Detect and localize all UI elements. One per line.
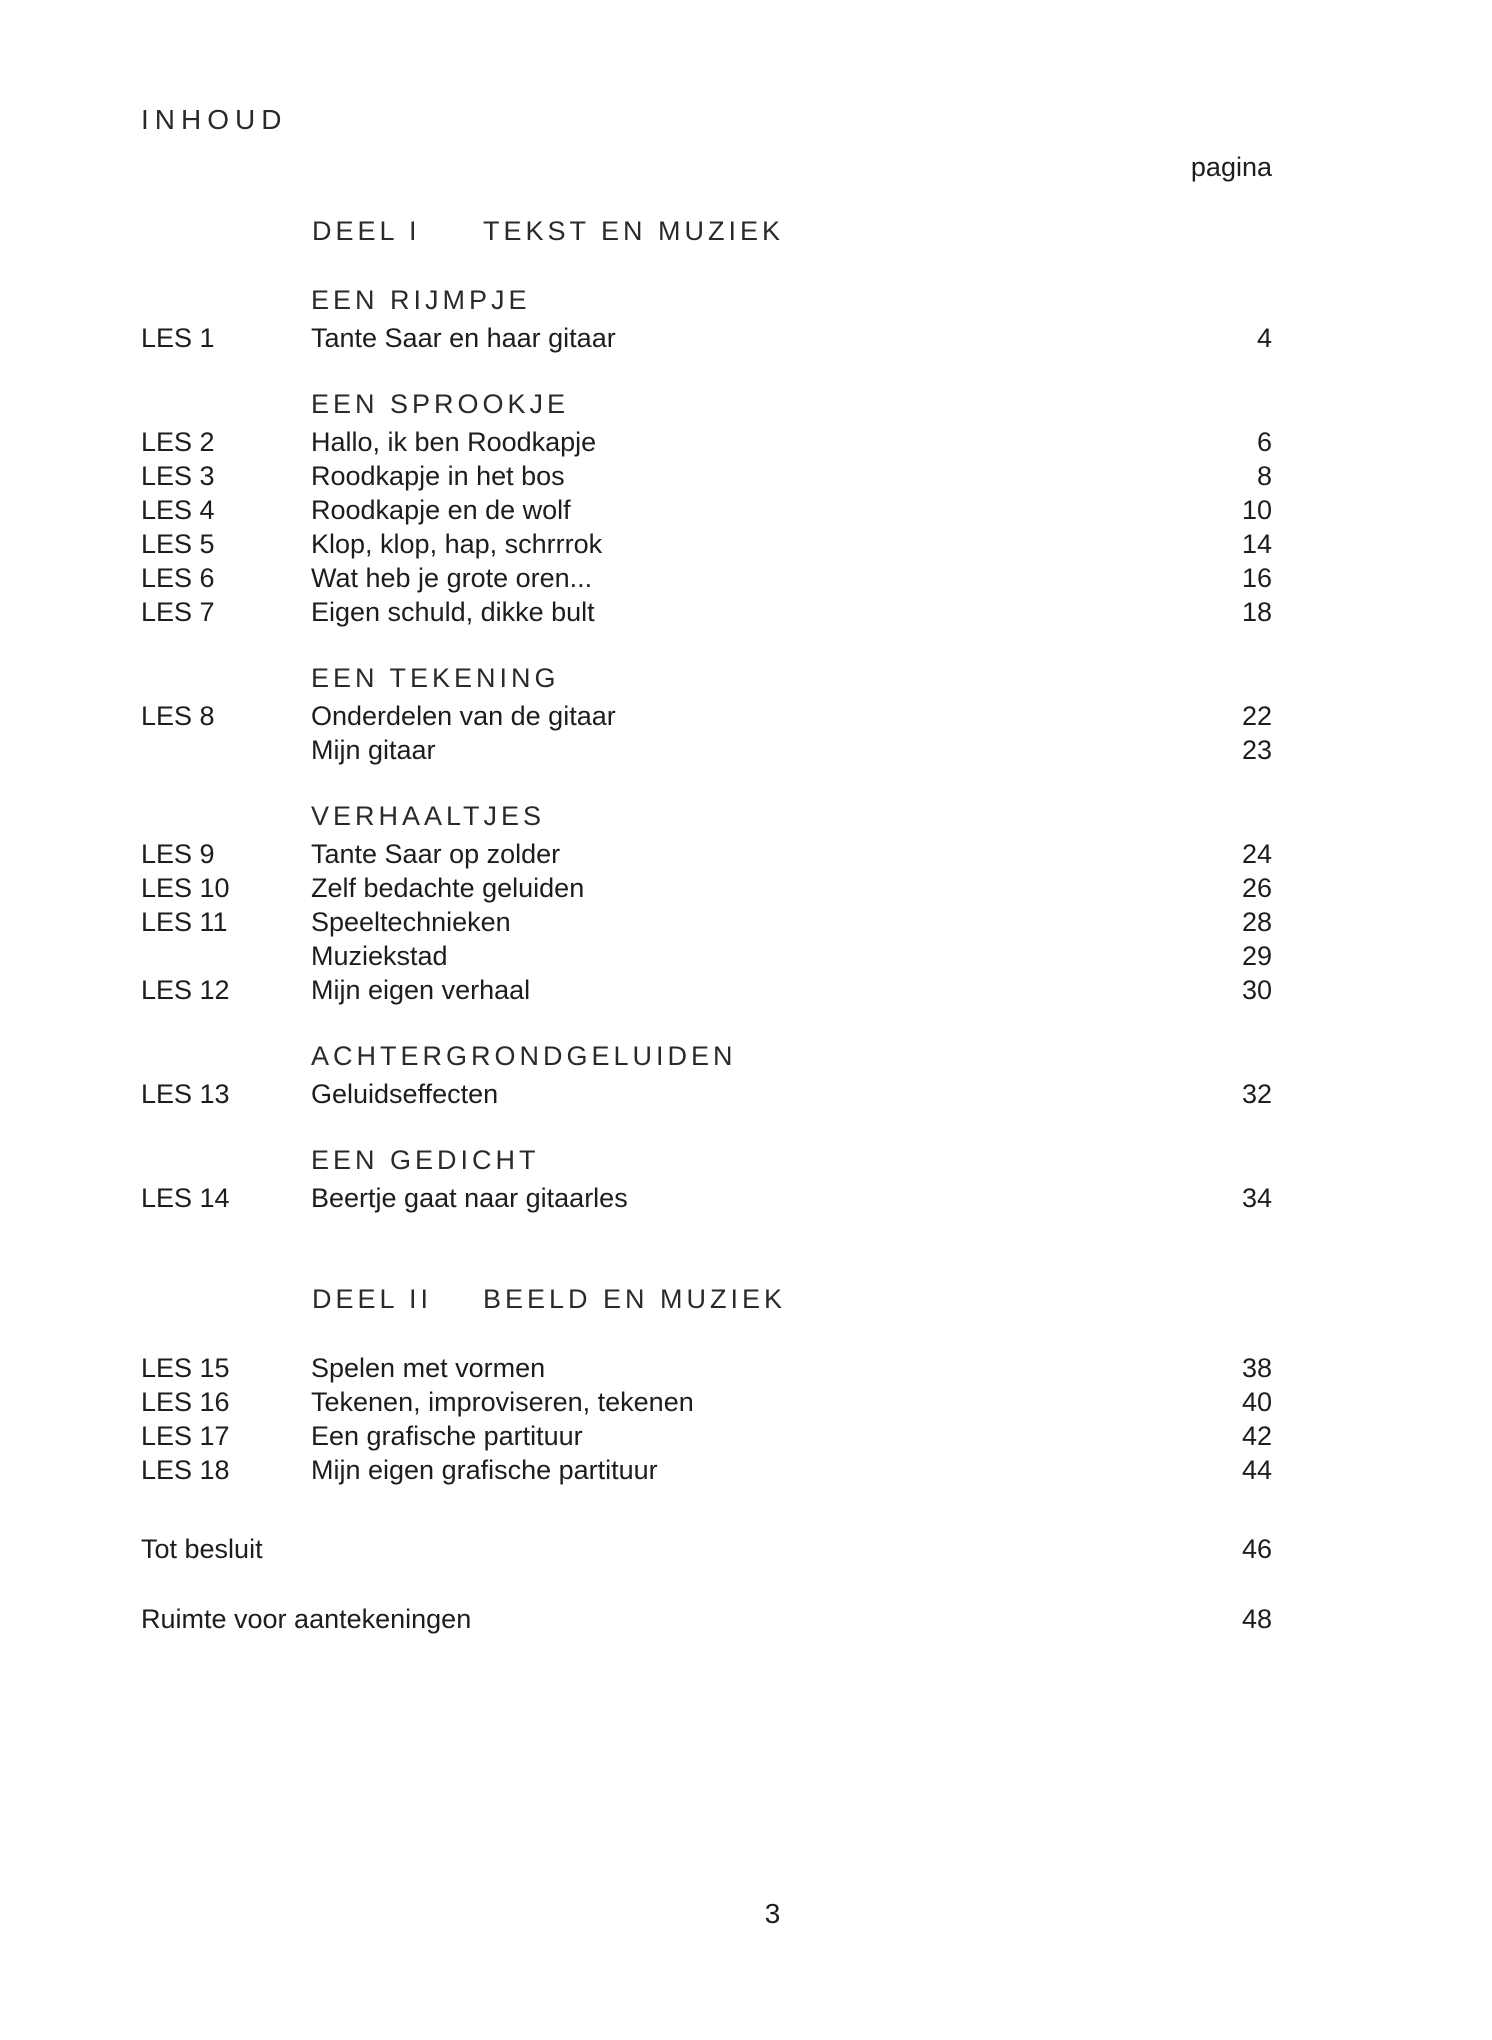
entry-page-number: 14 [1241,529,1272,559]
toc-section [0,387,1492,629]
section-heading-row [0,1143,1492,1181]
toc-entry-row [0,459,1492,493]
entry-title: Mijn eigen grafische partituur [311,1455,658,1485]
entry-title: Een grafische partituur [311,1421,583,1451]
entry-title: Onderdelen van de gitaar [311,701,616,731]
toc-section [0,661,1492,767]
lesson-label: LES 4 [141,495,215,525]
entry-title: Tante Saar en haar gitaar [311,323,616,353]
section-heading: EEN RIJMPJE [311,285,531,315]
section-heading: EEN TEKENING [311,663,560,693]
closing-entry-row [0,1602,1492,1636]
toc-entry-row [0,595,1492,629]
lesson-label: LES 3 [141,461,215,491]
toc-entry-row [0,699,1492,733]
entry-title: Ruimte voor aantekeningen [141,1604,472,1634]
section-heading-row [0,1039,1492,1077]
toc-entry-row [0,1419,1492,1453]
toc-section [0,799,1492,1007]
toc-entry-row [0,871,1492,905]
entry-page-number: 24 [1241,839,1272,869]
entry-title: Mijn gitaar [311,735,436,765]
toc-entry-row [0,939,1492,973]
lesson-label: LES 6 [141,563,215,593]
section-heading: EEN GEDICHT [311,1145,540,1175]
pagina-column-label: pagina [1190,152,1272,182]
entry-page-number: 6 [1256,427,1272,457]
entry-title: Hallo, ik ben Roodkapje [311,427,597,457]
entry-page-number: 42 [1241,1421,1272,1451]
toc-entry-row [0,527,1492,561]
entry-title: Geluidseffecten [311,1079,499,1109]
page-number: 3 [764,1898,781,1929]
section-heading: EEN SPROOKJE [311,389,570,419]
entry-page-number: 4 [1256,323,1272,353]
entry-title: Roodkapje en de wolf [311,495,571,525]
entry-page-number: 34 [1241,1183,1272,1213]
entry-title: Tot besluit [141,1534,263,1564]
lesson-label: LES 9 [141,839,215,869]
entry-page-number: 40 [1241,1387,1272,1417]
part-title: TEKST EN MUZIEK [483,216,785,246]
table-of-contents [0,214,1492,1636]
entry-page-number: 30 [1241,975,1272,1005]
toc-entry-row [0,837,1492,871]
entry-title: Zelf bedachte geluiden [311,873,585,903]
toc-entry-row [0,321,1492,355]
toc-section [0,1039,1492,1111]
toc-entry-row [0,425,1492,459]
toc-entry-row [0,1181,1492,1215]
lesson-label: LES 8 [141,701,215,731]
entry-page-number: 23 [1241,735,1272,765]
entry-title: Speeltechnieken [311,907,511,937]
page-title: INHOUD [141,104,288,135]
entry-page-number: 22 [1241,701,1272,731]
lesson-label: LES 15 [141,1353,230,1383]
entry-page-number: 28 [1241,907,1272,937]
toc-entry-row [0,733,1492,767]
part-title: BEELD EN MUZIEK [483,1284,787,1314]
entry-page-number: 26 [1241,873,1272,903]
lesson-label: LES 5 [141,529,215,559]
entry-page-number: 32 [1241,1079,1272,1109]
section-heading-row [0,283,1492,321]
lesson-label: LES 16 [141,1387,230,1417]
section-heading-row [0,387,1492,425]
entry-title: Spelen met vormen [311,1353,546,1383]
entry-title: Wat heb je grote oren... [311,563,593,593]
part-heading-row [0,1282,1492,1316]
part-label: DEEL I [312,216,421,246]
section-heading: VERHAALTJES [311,801,546,831]
lesson-label: LES 17 [141,1421,230,1451]
entry-page-number: 44 [1241,1455,1272,1485]
entry-title: Beertje gaat naar gitaarles [311,1183,628,1213]
lesson-label: LES 18 [141,1455,230,1485]
section-heading: ACHTERGRONDGELUIDEN [311,1041,737,1071]
entry-page-number: 48 [1241,1604,1272,1634]
lesson-label: LES 10 [141,873,230,903]
lesson-label: LES 13 [141,1079,230,1109]
part-label: DEEL II [312,1284,433,1314]
toc-entry-row [0,973,1492,1007]
entry-title: Muziekstad [311,941,448,971]
part-heading-row [0,214,1492,248]
entry-page-number: 16 [1241,563,1272,593]
closing-entry-row [0,1532,1492,1566]
entry-title: Roodkapje in het bos [311,461,565,491]
lesson-label: LES 7 [141,597,215,627]
toc-section [0,1351,1492,1487]
entry-title: Eigen schuld, dikke bult [311,597,595,627]
entry-page-number: 29 [1241,941,1272,971]
lesson-label: LES 1 [141,323,215,353]
entry-title: Tekenen, improviseren, tekenen [311,1387,694,1417]
toc-section [0,1143,1492,1215]
entry-page-number: 10 [1241,495,1272,525]
lesson-label: LES 2 [141,427,215,457]
entry-page-number: 46 [1241,1534,1272,1564]
entry-title: Mijn eigen verhaal [311,975,531,1005]
entry-title: Klop, klop, hap, schrrrok [311,529,603,559]
lesson-label: LES 12 [141,975,230,1005]
toc-entry-row [0,1385,1492,1419]
toc-entry-row [0,1453,1492,1487]
toc-entry-row [0,493,1492,527]
toc-section [0,283,1492,355]
entry-title: Tante Saar op zolder [311,839,561,869]
section-heading-row [0,799,1492,837]
entry-page-number: 18 [1241,597,1272,627]
toc-entry-row [0,1077,1492,1111]
lesson-label: LES 14 [141,1183,230,1213]
toc-entry-row [0,905,1492,939]
entry-page-number: 8 [1256,461,1272,491]
section-heading-row [0,661,1492,699]
lesson-label: LES 11 [141,907,228,937]
entry-page-number: 38 [1241,1353,1272,1383]
toc-entry-row [0,1351,1492,1385]
toc-entry-row [0,561,1492,595]
